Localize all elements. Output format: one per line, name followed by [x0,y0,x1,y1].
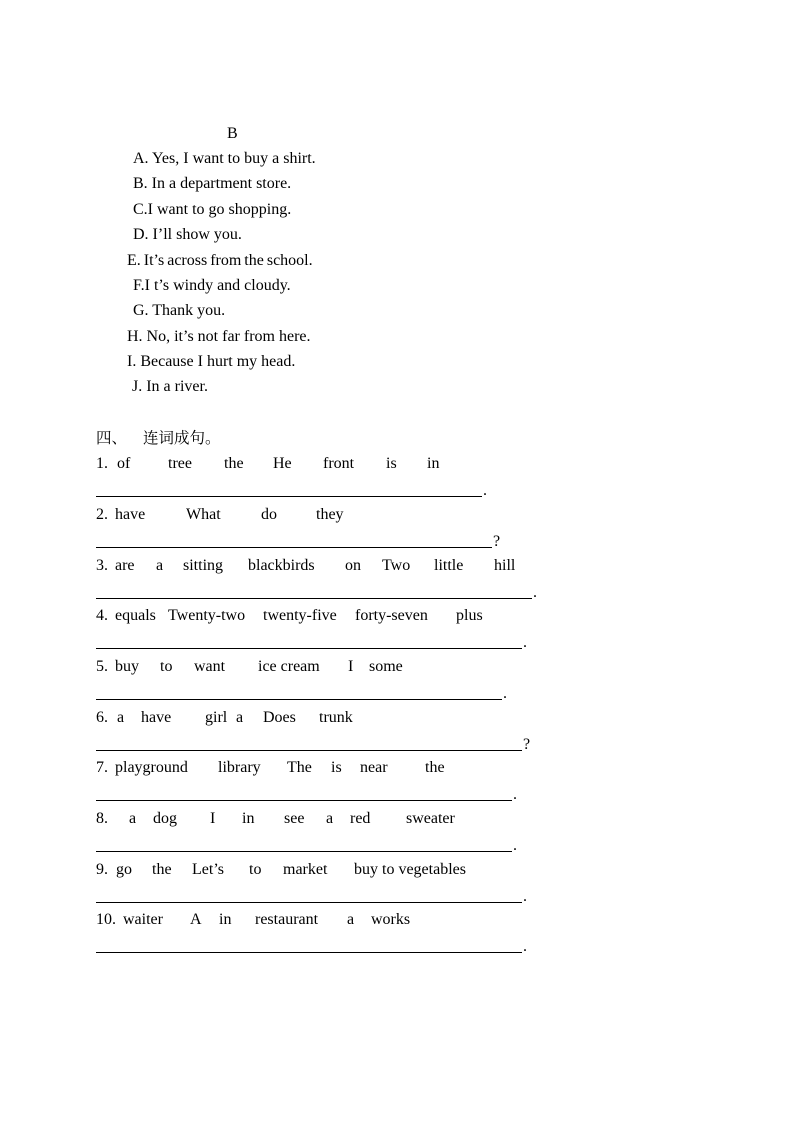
word-token: works [371,911,411,928]
option-j: J. In a river. [132,378,208,395]
word-token: are [115,557,135,574]
end-punctuation: . [533,584,537,601]
word-token: buy to vegetables [354,861,466,878]
word-token: red [350,810,371,827]
word-token: The [287,759,312,776]
word-token: little [434,557,464,574]
word-token: do [261,506,277,523]
word-token: some [369,658,403,675]
word-token: a [236,709,244,726]
word-token: ice cream [258,658,320,675]
word-token: in [427,455,440,472]
question-10 [96,910,556,960]
word-token: tree [168,455,192,472]
question-4 [96,606,556,656]
word-token: a [117,709,125,726]
question-number: 8. [96,810,108,827]
question-number: 6. [96,709,108,726]
word-token: have [141,709,172,726]
question-2 [96,505,556,555]
question-9 [96,860,556,910]
word-token: the [224,455,244,472]
option-a: A. Yes, I want to buy a shirt. [133,150,316,167]
word-token: is [331,759,342,776]
question-number: 10. [96,911,116,928]
matching-heading: B [227,125,238,142]
option-h: H. No, it’s not far from here. [127,328,311,345]
word-token: on [345,557,361,574]
word-token: the [152,861,172,878]
word-token: in [219,911,232,928]
question-8 [96,809,556,859]
answer-line[interactable] [96,887,527,907]
answer-line[interactable] [96,532,500,552]
word-token: go [116,861,132,878]
question-words [96,758,445,778]
end-punctuation: . [503,685,507,702]
question-words [96,860,466,880]
word-token: a [129,810,137,827]
question-6 [96,708,556,758]
word-token: a [156,557,164,574]
answer-line[interactable] [96,481,487,501]
end-punctuation: . [523,938,527,955]
word-token: I [210,810,216,827]
word-token: waiter [123,911,163,928]
question-5 [96,657,556,707]
word-token: to [160,658,173,675]
option-e: E. It’s across from the school. [127,252,313,269]
word-token: see [284,810,305,827]
question-number: 9. [96,861,108,878]
word-token: Does [263,709,296,726]
section-number: 四、 [96,429,128,447]
word-token: I [348,658,354,675]
word-token: is [386,455,397,472]
word-token: equals [115,607,156,624]
end-punctuation: . [513,837,517,854]
option-c: C.I want to go shopping. [133,201,292,218]
option-d: D. I’ll show you. [133,226,242,243]
question-number: 7. [96,759,108,776]
word-token: Two [382,557,411,574]
end-punctuation: . [513,786,517,803]
answer-line[interactable] [96,836,517,856]
word-token: trunk [319,709,353,726]
word-token: to [249,861,262,878]
answer-line[interactable] [96,785,517,805]
word-token: twenty-five [263,607,337,624]
question-words [96,657,403,677]
end-punctuation: . [523,888,527,905]
question-words [96,556,515,576]
word-token: Twenty-two [168,607,246,624]
question-words [96,910,410,930]
option-g: G. Thank you. [133,302,226,319]
question-7 [96,758,556,808]
word-token: have [115,506,146,523]
question-number: 2. [96,506,108,523]
end-punctuation: ? [523,736,531,753]
word-token: He [273,455,292,472]
word-token: want [194,658,226,675]
answer-line[interactable] [96,583,537,603]
word-token: plus [456,607,483,624]
question-number: 1. [96,455,108,472]
answer-line[interactable] [96,735,530,755]
word-token: sweater [406,810,455,827]
word-token: library [218,759,261,776]
word-token: sitting [183,557,224,574]
end-punctuation: . [483,482,487,499]
word-token: front [323,455,355,472]
end-punctuation: ? [493,533,501,550]
answer-line[interactable] [96,684,507,704]
word-token: a [347,911,355,928]
word-token: buy [115,658,139,675]
word-token: girl [205,709,228,726]
word-token: What [186,506,221,523]
question-number: 3. [96,557,108,574]
question-words [96,809,455,829]
question-words [96,708,353,728]
question-number: 4. [96,607,108,624]
answer-line[interactable] [96,937,527,957]
question-3 [96,556,556,606]
word-token: forty-seven [355,607,428,624]
question-1 [96,454,556,504]
question-number: 5. [96,658,108,675]
end-punctuation: . [523,634,527,651]
word-token: A [190,911,202,928]
section-title [96,428,221,448]
word-token: the [425,759,445,776]
section-heading: 连词成句。 [143,429,221,447]
word-token: Let’s [192,861,224,878]
word-token: dog [153,810,177,827]
word-token: hill [494,557,516,574]
word-token: of [117,455,131,472]
word-token: playground [115,759,188,776]
answer-line[interactable] [96,633,527,653]
question-words [96,606,483,626]
word-token: restaurant [255,911,319,928]
option-i: I. Because I hurt my head. [127,353,296,370]
option-b: B. In a department store. [133,175,292,192]
word-token: a [326,810,334,827]
word-token: blackbirds [248,557,315,574]
word-token: market [283,861,328,878]
question-words [96,454,439,474]
option-f: F.I t’s windy and cloudy. [133,277,291,294]
question-words [96,505,344,525]
word-token: they [316,506,344,523]
word-token: in [242,810,255,827]
word-token: near [360,759,388,776]
